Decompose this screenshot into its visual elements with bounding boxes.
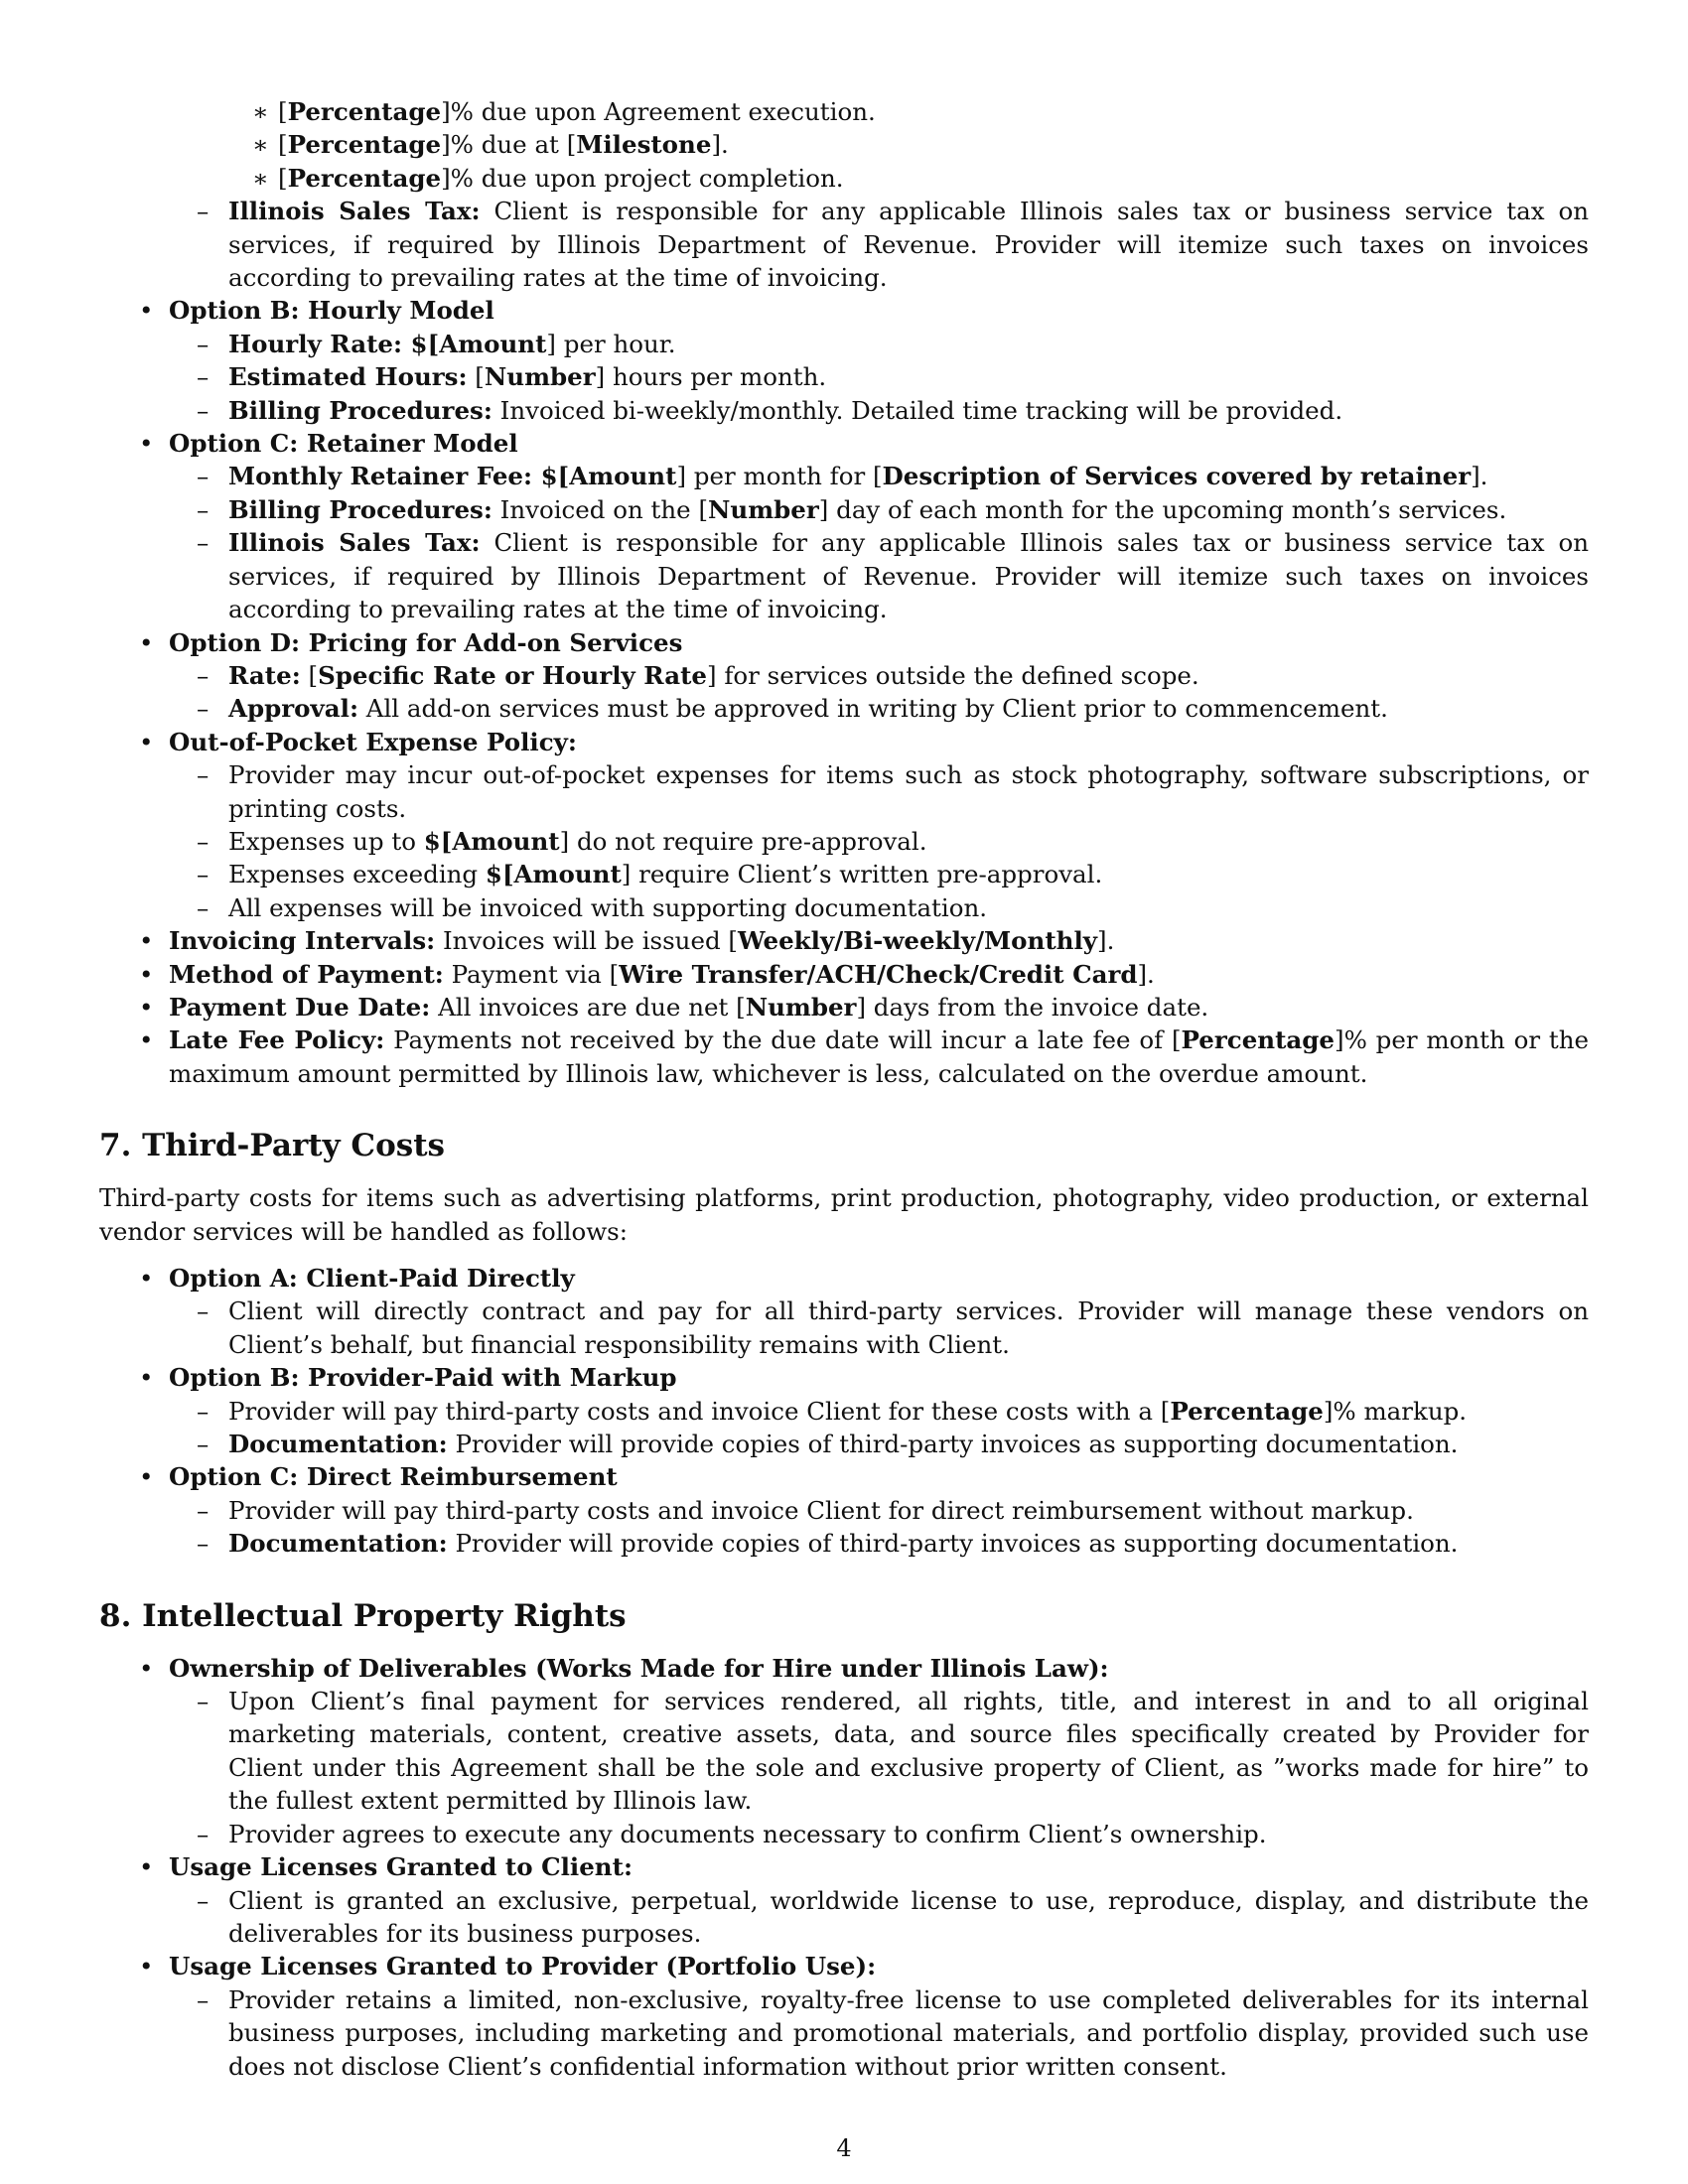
dot-bullet-icon: •: [139, 727, 154, 756]
dash-bullet-icon: –: [197, 1885, 210, 1915]
dot-bullet-icon: •: [139, 296, 154, 326]
ownership-heading: • Ownership of Deliverables (Works Made for Hire under Illinois Law):: [99, 1652, 1589, 1685]
documentation-item: – Documentation: Provider will provide copies of third-party invoices as supporting documentation.: [99, 1527, 1589, 1560]
dash-bullet-icon: –: [197, 1430, 210, 1459]
asterisk-bullet-icon: ∗: [252, 97, 269, 126]
expense-item: – Expenses exceeding $[Amount] require Client’s written pre-approval.: [99, 858, 1589, 890]
dash-bullet-icon: –: [197, 892, 210, 922]
dot-bullet-icon: •: [139, 429, 154, 459]
dash-bullet-icon: –: [197, 329, 210, 358]
dot-bullet-icon: •: [139, 992, 154, 1022]
addon-approval-item: – Approval: All add-on services must be approved in writing by Client prior to commencement.: [99, 692, 1589, 725]
illinois-sales-tax-item: – Illinois Sales Tax: Client is responsible for any applicable Illinois sales tax or business service tax on services, if required by Illinois Department of Revenue. Provider will itemize such taxes on invoices according to prevailing rates at the time of invoicing.: [197, 528, 1589, 624]
section-7-intro: Third-party costs for items such as advertising platforms, print production, photography, video production, or external vendor services will be handled as follows:: [99, 1183, 1589, 1246]
markup-item: – Provider will pay third-party costs and invoice Client for these costs with a [Percentage]% markup.: [99, 1395, 1589, 1428]
provider-license-heading: • Usage Licenses Granted to Provider (Portfolio Use):: [99, 1950, 1589, 1982]
ownership-item: – Provider agrees to execute any documents necessary to confirm Client’s ownership.: [99, 1818, 1589, 1850]
expense-item: – Expenses up to $[Amount] do not require pre-approval.: [99, 825, 1589, 858]
client-paid-item: – Client will directly contract and pay for all third-party services. Provider will manage these vendors on Client’s behalf, but financial responsibility remains with Client.: [197, 1297, 1589, 1359]
dot-bullet-icon: •: [139, 1363, 154, 1393]
asterisk-bullet-icon: ∗: [252, 163, 269, 193]
page-number: 4: [836, 2134, 852, 2162]
expense-item: – All expenses will be invoiced with supporting documentation.: [99, 891, 1589, 924]
dash-bullet-icon: –: [197, 660, 210, 690]
documentation-item: – Documentation: Provider will provide copies of third-party invoices as supporting documentation.: [99, 1428, 1589, 1460]
payment-due-date-item: • Payment Due Date: All invoices are due net [Number] days from the invoice date.: [99, 991, 1589, 1024]
billing-procedures-item: – Billing Procedures: Invoiced bi-weekly/monthly. Detailed time tracking will be provided.: [99, 394, 1589, 427]
provider-license-item: – Provider retains a limited, non-exclusive, royalty-free license to use completed deliverables for its internal business purposes, including marketing and promotional materials, and portfolio display, provided such use does not disclose Client’s confidential information without prior written consent.: [197, 1984, 1589, 2081]
addon-rate-item: – Rate: [Specific Rate or Hourly Rate] for services outside the defined scope.: [99, 659, 1589, 692]
dot-bullet-icon: •: [139, 1852, 154, 1882]
section-7-heading: 7. Third-Party Costs: [99, 1128, 446, 1164]
dash-bullet-icon: –: [197, 1396, 210, 1426]
expense-policy-heading: • Out-of-Pocket Expense Policy:: [99, 726, 1589, 758]
dot-bullet-icon: •: [139, 1952, 154, 1981]
dash-bullet-icon: –: [197, 462, 210, 491]
invoicing-intervals-item: • Invoicing Intervals: Invoices will be issued [Weekly/Bi-weekly/Monthly].: [99, 924, 1589, 957]
option-c-reimbursement-heading: • Option C: Direct Reimbursement: [99, 1460, 1589, 1493]
dash-bullet-icon: –: [197, 760, 210, 790]
illinois-sales-tax-item: – Illinois Sales Tax: Client is responsible for any applicable Illinois sales tax or business service tax on services, if required by Illinois Department of Revenue. Provider will itemize such taxes on invoices according to prevailing rates at the time of invoicing.: [197, 197, 1589, 293]
dash-bullet-icon: –: [197, 1297, 210, 1326]
option-b-markup-heading: • Option B: Provider-Paid with Markup: [99, 1361, 1589, 1394]
dash-bullet-icon: –: [197, 395, 210, 425]
milestone-item: ∗ [Percentage]% due upon Agreement execution.: [99, 95, 1589, 128]
dot-bullet-icon: •: [139, 1462, 154, 1492]
milestone-item: ∗ [Percentage]% due upon project completion.: [99, 162, 1589, 195]
dash-bullet-icon: –: [197, 1687, 210, 1716]
dash-bullet-icon: –: [197, 362, 210, 392]
dash-bullet-icon: –: [197, 826, 210, 856]
estimated-hours-item: – Estimated Hours: [Number] hours per month.: [99, 360, 1589, 393]
payment-method-item: • Method of Payment: Payment via [Wire Transfer/ACH/Check/Credit Card].: [99, 958, 1589, 991]
dash-bullet-icon: –: [197, 1819, 210, 1848]
dot-bullet-icon: •: [139, 959, 154, 989]
dash-bullet-icon: –: [197, 494, 210, 524]
late-fee-item: • Late Fee Policy: Payments not received by the due date will incur a late fee of [Percentage]% per month or the maximum amount permitted by Illinois law, whichever is less, calculated on the overdue amount.: [139, 1025, 1590, 1088]
dash-bullet-icon: –: [197, 860, 210, 889]
dot-bullet-icon: •: [139, 627, 154, 657]
dash-bullet-icon: –: [197, 1529, 210, 1559]
expense-item: – Provider may incur out-of-pocket expenses for items such as stock photography, software subscriptions, or printing costs.: [197, 760, 1589, 823]
dash-bullet-icon: –: [197, 528, 210, 558]
dash-bullet-icon: –: [197, 197, 210, 226]
asterisk-bullet-icon: ∗: [252, 130, 269, 160]
dot-bullet-icon: •: [139, 1025, 154, 1055]
document-page: [99, 95, 1589, 2083]
billing-procedures-item: – Billing Procedures: Invoiced on the [Number] day of each month for the upcoming month’s services.: [99, 493, 1589, 526]
section-8-heading: 8. Intellectual Property Rights: [99, 1597, 627, 1634]
monthly-retainer-item: – Monthly Retainer Fee: $[Amount] per month for [Description of Services covered by retainer].: [99, 460, 1589, 492]
dot-bullet-icon: •: [139, 1653, 154, 1683]
option-d-heading: • Option D: Pricing for Add-on Services: [99, 626, 1589, 659]
dash-bullet-icon: –: [197, 1984, 210, 2014]
dash-bullet-icon: –: [197, 1495, 210, 1525]
client-license-item: – Client is granted an exclusive, perpetual, worldwide license to use, reproduce, display, and distribute the deliverables for its business purposes.: [197, 1885, 1589, 1948]
reimbursement-item: – Provider will pay third-party costs and invoice Client for direct reimbursement without markup.: [99, 1494, 1589, 1527]
dot-bullet-icon: •: [139, 926, 154, 956]
option-b-heading: • Option B: Hourly Model: [99, 294, 1589, 327]
hourly-rate-item: – Hourly Rate: $[Amount] per hour.: [99, 328, 1589, 360]
option-a-heading: • Option A: Client-Paid Directly: [99, 1262, 1589, 1295]
milestone-item: ∗ [Percentage]% due at [Milestone].: [99, 128, 1589, 161]
dash-bullet-icon: –: [197, 694, 210, 724]
client-license-heading: • Usage Licenses Granted to Client:: [99, 1850, 1589, 1883]
ownership-item: – Upon Client’s final payment for services rendered, all rights, title, and interest in and to all original marketing materials, content, creative assets, data, and source files specifically created by Provider for Client under this Agreement shall be the sole and exclusive property of Client, as ”works made for hire” to the fullest extent permitted by Illinois law.: [197, 1687, 1589, 1816]
option-c-heading: • Option C: Retainer Model: [99, 427, 1589, 460]
dot-bullet-icon: •: [139, 1264, 154, 1293]
